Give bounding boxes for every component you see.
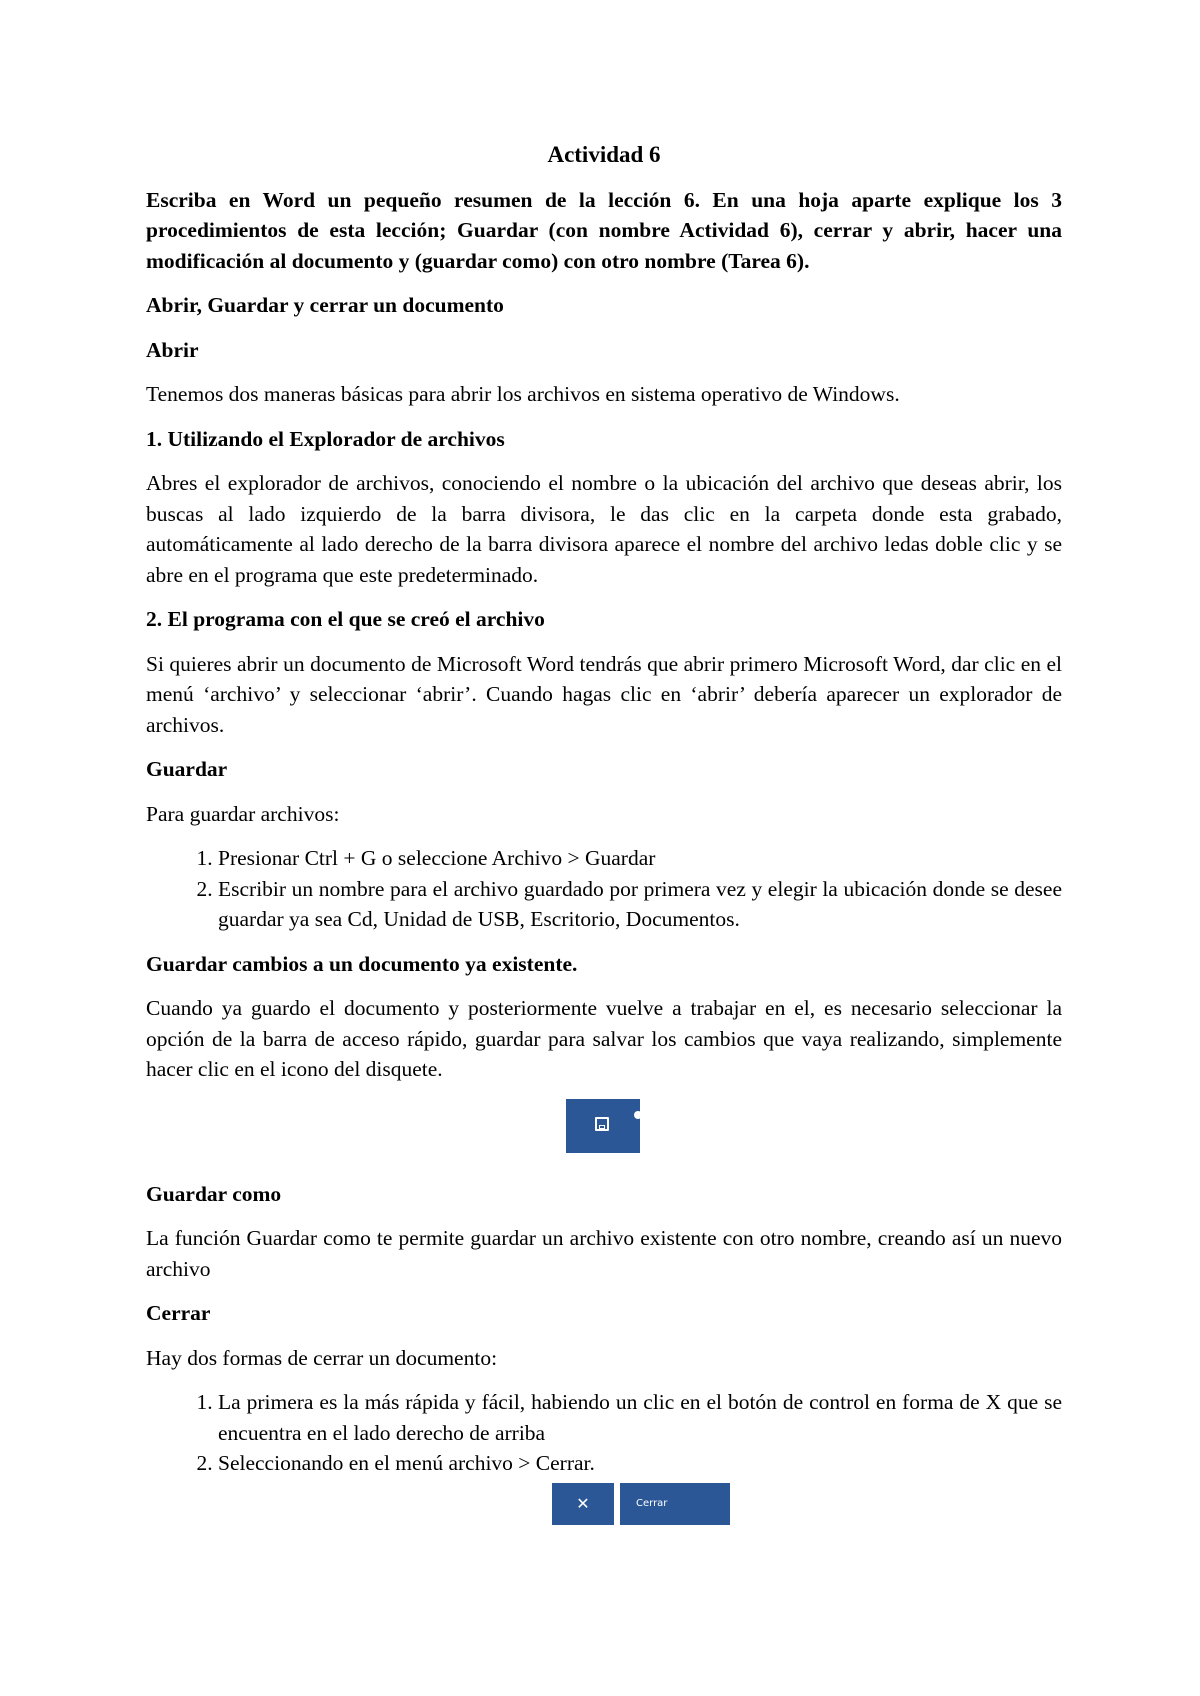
guardar-intro: Para guardar archivos: [146,801,340,826]
save-icon-image-wrap [146,1099,1062,1159]
explorador-text: Abres el explorador de archivos, conociendo el nombre o la ubicación del archivo que deseas abrir, los buscas al lado izquierdo de la barra divisora, le das clic en la carpeta donde esta grabado, automáticamente al lado derecho de la barra divisora aparece el nombre del archivo ledas doble clic y se abre en el programa que este predeterminado. [146,471,1062,587]
close-image-wrap [146,1483,1062,1531]
heading-guardar-cambios: Guardar cambios a un documento ya existente. [146,951,578,976]
programa-text: Si quieres abrir un documento de Microsoft Word tendrás que abrir primero Microsoft Word, dar clic en el menú ‘archivo’ y seleccionar ‘abrir’. Cuando hagas clic en ‘abrir’ debería aparecer un explorador de archivos. [146,651,1062,737]
activity-instructions: Escriba en Word un pequeño resumen de la lección 6. En una hoja aparte explique los 3 procedimientos de esta lección; Guardar (con nombre Actividad 6), cerrar y abrir, hacer una modificación al documento y (guardar como) con otro nombre (Tarea 6). [146,187,1062,273]
abrir-intro: Tenemos dos maneras básicas para abrir los archivos en sistema operativo de Windows. [146,382,900,406]
list-item: 2. Seleccionando en el menú archivo > Cerrar. [218,1448,1062,1479]
document-title: Actividad 6 [547,142,661,167]
heading-cerrar: Cerrar [146,1301,211,1325]
heading-programa: 2. El programa con el que se creó el archivo [146,607,545,631]
heading-abrir: Abrir [146,337,199,362]
dot-icon [634,1111,642,1119]
cerrar-steps-list [146,1387,1062,1479]
floppy-disk-icon [595,1117,609,1131]
close-icon: ✕ [552,1483,614,1525]
close-button-image: Cerrar [620,1483,730,1525]
heading-guardar: Guardar [146,757,228,781]
heading-explorador: 1. Utilizando el Explorador de archivos [146,426,505,451]
guardar-cambios-text: Cuando ya guardo el documento y posteriormente vuelve a trabajar en el, es necesario seleccionar la opción de la barra de acceso rápido, guardar para salvar los cambios que vaya realizando, simplemente hacer clic en el icono del disquete. [146,996,1062,1081]
cerrar-intro: Hay dos formas de cerrar un documento: [146,1345,498,1370]
document-page [146,140,1062,1531]
list-item: 1. La primera es la más rápida y fácil, habiendo un clic en el botón de control en forma de X que se encuentra en el lado derecho de arriba [218,1387,1062,1448]
save-icon-image [566,1099,640,1153]
list-item: 1. Presionar Ctrl + G o seleccione Archivo > Guardar [218,843,1062,874]
guardar-como-text: La función Guardar como te permite guardar un archivo existente con otro nombre, creando así un nuevo archivo [146,1226,1062,1281]
heading-guardar-como: Guardar como [146,1181,282,1206]
list-item: 2. Escribir un nombre para el archivo guardado por primera vez y elegir la ubicación donde se desee guardar ya sea Cd, Unidad de USB, Escritorio, Documentos. [218,874,1062,935]
heading-main: Abrir, Guardar y cerrar un documento [146,293,504,317]
guardar-steps-list [146,843,1062,935]
